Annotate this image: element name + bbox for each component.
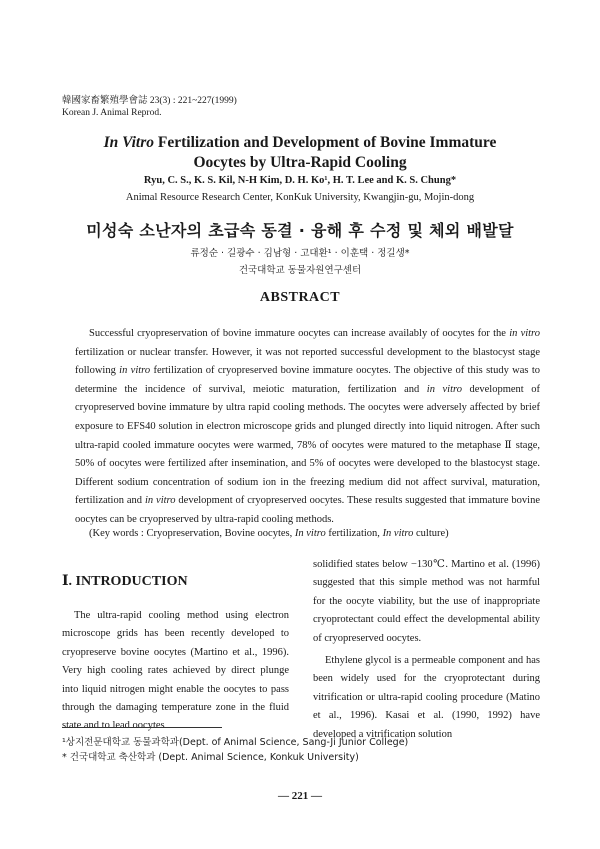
title-italic: In Vitro [103, 134, 154, 151]
abstract-text: development of cryopreserved oocytes. These results suggested that immature bovine oocytes can be cryopreserved by ultra-rapid cooling methods. [75, 495, 541, 525]
journal-citation: 韓國家畜繁殖學會誌 23(3) : 221~227(1999) [62, 96, 237, 106]
keywords-text: fertilization, [325, 528, 383, 539]
intro-paragraph: The ultra-rapid cooling method using electron microscope grids has been recently developed to cryopreserve bovine oocytes (Martino et al., 1996). Very high cooling rates achieved by direct plunge into liquid nitrogen might enable the oocytes to pass through the damaging temperature zone in the fluid state and to lead oocytes [62, 610, 289, 732]
keywords-italic: In vitro [294, 528, 326, 539]
paper-title-line2: Oocytes by Ultra-Rapid Cooling [193, 154, 407, 171]
journal-header [62, 95, 237, 119]
intro-paragraph: Ethylene glycol is a permeable component and has been widely used for the cryoprotectant during vitrification or ultra-rapid cooling procedure (Matino et al., 1996). Kasai et al. (1990, 1992) have developed a vitrification solution [313, 655, 540, 740]
intro-left-column [62, 607, 289, 736]
page-number: — 221 — [278, 790, 322, 802]
abstract-heading: ABSTRACT [259, 290, 341, 305]
footnote-divider [62, 727, 222, 728]
abstract-italic: in vitro [144, 495, 176, 507]
footnote-2: * 건국대학교 축산학과 (Dept. Animal Science, Konkuk University) [62, 752, 359, 763]
abstract-body [75, 325, 540, 530]
korean-affiliation: 건국대학교 동물자원연구센터 [238, 265, 362, 276]
korean-authors: 류정순 · 길광수 · 김남형 · 고대환¹ · 이훈택 · 정길생* [190, 248, 410, 259]
keywords-italic: In vitro [382, 528, 414, 539]
intro-right-column [313, 556, 540, 744]
journal-english-name: Korean J. Animal Reprod. [62, 108, 162, 118]
abstract-text: fertilization of cryopreserved bovine immature oocytes. The objective of this study was to determine the incidence of survival, meiotic maturation, fertilization and [75, 365, 540, 395]
abstract-text: Successful cryopreservation of bovine immature oocytes can increase availably of oocytes for the [89, 328, 510, 339]
affiliation: Animal Resource Research Center, KonKuk University, Kwangjin-gu, Mojin-dong [125, 192, 475, 203]
abstract-text: development of cryopreserved bovine immature by ultra rapid cooling methods. The oocytes were adversely affected by brief exposure to EFS40 solution in electron microscope grids and plunged directly into liquid nitrogen. After such ultra-rapid cooled immature oocytes were warmed, 78% of oocytes were matured to the metaphase Ⅱ stage, 50% of oocytes were fertilized after insemination, and 5% of oocytes were developed to the blastocyst stage. Different sodium concentration of sodium ion in the freezing medium did not affect survival, maturation, fertilization and [75, 383, 541, 507]
keywords [89, 528, 541, 539]
section-title-introduction: Ⅰ. INTRODUCTION [62, 574, 188, 589]
keywords-text: culture) [413, 528, 449, 539]
korean-title: 미성숙 소난자의 초급속 동결 · 융해 후 수정 및 체외 배발달 [86, 221, 514, 240]
abstract-italic: in vitro [119, 365, 151, 377]
keywords-text: (Key words : Cryopreservation, Bovine oocytes, [89, 528, 295, 539]
paper-title-line1 [0, 133, 600, 153]
title-line1-rest: Fertilization and Development of Bovine Immature [154, 134, 497, 151]
intro-paragraph: solidified states below −130℃. Martino et al. (1996) suggested that this simple method was not harmful for the oocyte viability, but the use of inappropriate cryoprotectant could effect the developmental ability of cryopreserved oocytes. [313, 559, 540, 644]
abstract-italic: in vitro [509, 328, 541, 339]
abstract-text: fertilization or nuclear transfer. However, it was not reported successful development to the blastocyst stage following [75, 346, 540, 377]
footnote-1: ¹상지전문대학교 동물과학과(Dept. of Animal Science, Sang-Ji Junior College) [62, 737, 409, 748]
abstract-italic: in vitro [426, 383, 462, 395]
authors: Ryu, C. S., K. S. Kil, N-H Kim, D. H. Ko¹, H. T. Lee and K. S. Chung* [143, 175, 457, 186]
